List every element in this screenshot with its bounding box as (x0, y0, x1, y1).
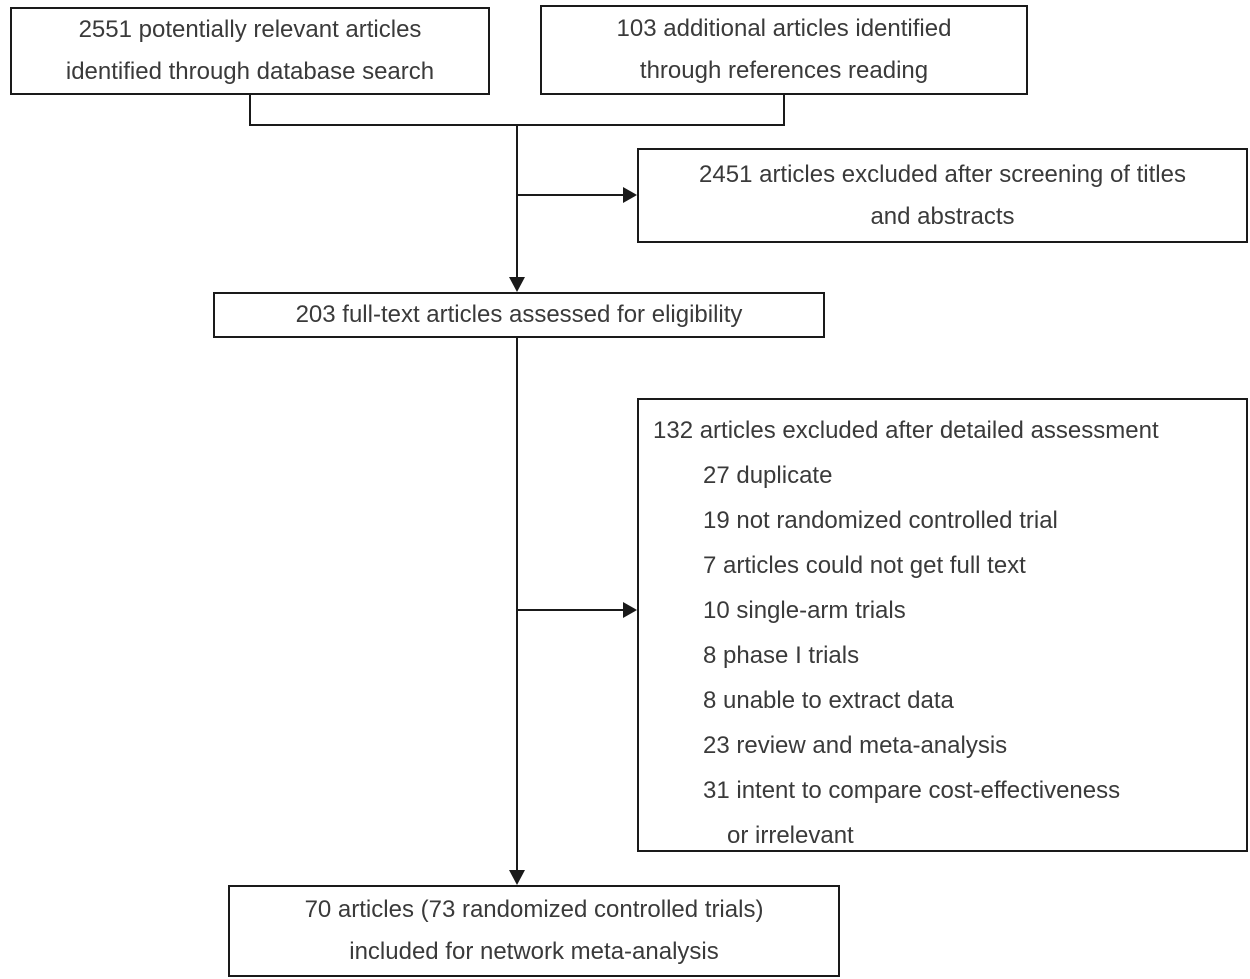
exclusion-reason: 27 duplicate (703, 462, 833, 489)
fulltext-assessed-text: 203 full-text articles assessed for eligibility (295, 301, 743, 328)
box-included (228, 885, 840, 977)
box-references-reading (540, 5, 1028, 95)
box-excluded-screening (637, 148, 1248, 243)
arrowhead-right-detailed (623, 602, 637, 618)
exclusion-reason: 19 not randomized controlled trial (703, 507, 1058, 534)
exclusion-reason: 10 single-arm trials (703, 597, 906, 624)
database-search-line1: 2551 potentially relevant articles (78, 16, 422, 43)
box-fulltext-assessed (213, 292, 825, 338)
database-search-line2: identified through database search (65, 58, 435, 85)
excluded-detailed-title: 132 articles excluded after detailed assessment (653, 417, 1159, 444)
box-excluded-detailed (637, 398, 1248, 852)
excluded-screening-line1: 2451 articles excluded after screening of titles (699, 160, 1186, 188)
exclusion-reason: 8 unable to extract data (703, 687, 954, 714)
references-reading-line2: through references reading (639, 57, 929, 84)
arrowhead-right-screening (623, 187, 637, 203)
included-line1: 70 articles (73 randomized controlled trials) (304, 896, 764, 923)
exclusion-reason: 8 phase I trials (703, 642, 860, 669)
exclusion-reason: 31 intent to compare cost-effectiveness (703, 777, 1121, 804)
excluded-screening-line2: and abstracts (870, 202, 1015, 230)
exclusion-reason-continuation: or irrelevant (727, 822, 854, 849)
box-database-search (10, 7, 490, 95)
arrowhead-down-included (509, 870, 525, 885)
exclusion-reason: 23 review and meta-analysis (703, 732, 1008, 759)
arrowhead-down-eligibility (509, 277, 525, 292)
included-line2: included for network meta-analysis (349, 938, 719, 965)
references-reading-line1: 103 additional articles identified (616, 15, 952, 42)
exclusion-reason: 7 articles could not get full text (703, 552, 1026, 579)
